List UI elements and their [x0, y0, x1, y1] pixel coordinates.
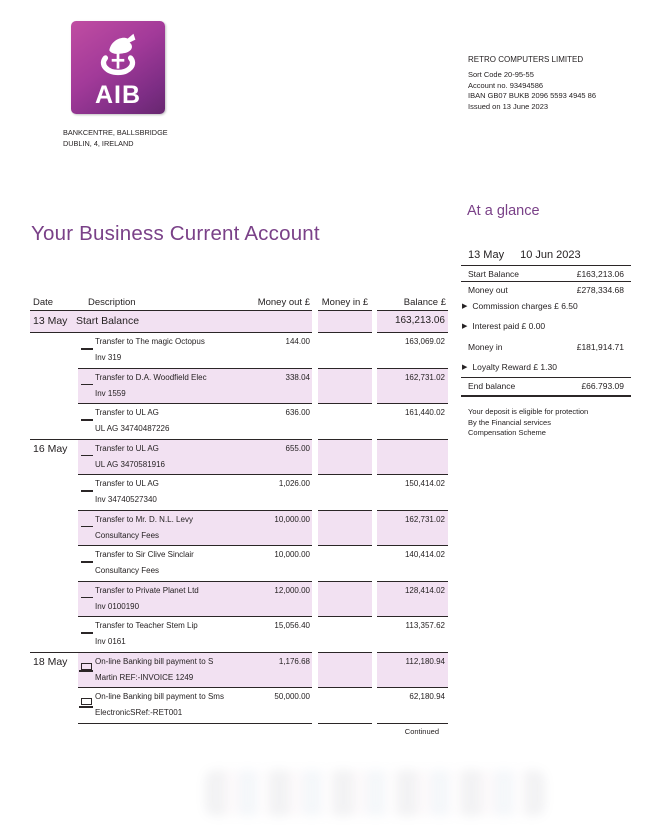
transfer-icon: [81, 597, 93, 599]
account-holder-name: RETRO COMPUTERS LIMITED: [468, 55, 584, 64]
column-header-money-out: Money out £: [257, 297, 310, 308]
transaction-main-cell: [78, 404, 312, 440]
transaction-description: Transfer to UL AG: [95, 479, 159, 488]
triangle-bullet-icon: ▶: [462, 322, 468, 330]
start-balance-value: £163,213.06: [576, 269, 624, 279]
transaction-description: Transfer to The magic Octopus: [95, 337, 205, 346]
online-banking-icon: [81, 698, 92, 705]
transaction-money-in-cell: [318, 582, 372, 618]
transaction-balance: [377, 440, 448, 476]
transaction-reference: Inv 1559: [95, 388, 126, 398]
money-in-value: £181,914.71: [576, 342, 624, 352]
start-balance-amount: 163,213.06: [377, 311, 448, 333]
transaction-money-in-cell: [318, 369, 372, 405]
transaction-date-cell: [30, 546, 78, 582]
transaction-balance: 140,414.02: [377, 546, 448, 582]
transaction-row: [30, 617, 448, 653]
table-header-row: [30, 296, 448, 311]
transaction-reference: UL AG 3470581916: [95, 459, 165, 469]
transfer-icon: [81, 419, 93, 421]
account-holder-details: [468, 70, 596, 112]
transaction-main-cell: [78, 475, 312, 511]
transaction-description: Transfer to UL AG: [95, 408, 159, 417]
issued-date: Issued on 13 June 2023: [468, 101, 549, 111]
column-header-date: Date: [33, 297, 54, 308]
transaction-date-cell: [30, 475, 78, 511]
transaction-balance: 62,180.94: [377, 688, 448, 724]
transfer-icon: [81, 561, 93, 563]
period-end: 10 Jun 2023: [520, 249, 581, 261]
transaction-row: [30, 582, 448, 618]
end-balance-label: End balance: [468, 381, 516, 391]
start-balance-label: Start Balance: [468, 269, 520, 279]
aib-bird-icon: [88, 28, 148, 86]
transaction-main-cell: [78, 653, 312, 689]
table-header-main: [30, 296, 312, 311]
transaction-main-cell: [78, 369, 312, 405]
start-balance-row: [30, 311, 448, 333]
transaction-description: Transfer to Teacher Stem Lip: [95, 621, 198, 630]
transaction-reference: Inv 0100190: [95, 601, 140, 611]
triangle-bullet-icon: ▶: [462, 302, 468, 310]
transaction-money-out: 50,000.00: [274, 692, 310, 701]
online-banking-icon: [81, 663, 92, 670]
commission-charges-row: [461, 301, 631, 311]
watermark: [205, 770, 545, 816]
start-balance-main-cell: [30, 311, 312, 333]
end-balance-value: £66.793.09: [581, 381, 624, 391]
bank-address-line2: DUBLIN, 4, IRELAND: [63, 139, 134, 148]
transaction-money-in-cell: [318, 511, 372, 547]
transaction-money-in-cell: [318, 475, 372, 511]
transaction-date-cell: [30, 404, 78, 440]
money-in-label: Money in: [468, 342, 503, 352]
transfer-icon: [81, 490, 93, 492]
aib-logo-text: AIB: [94, 81, 142, 109]
transaction-main-cell: [78, 333, 312, 369]
interest-paid-label: Interest paid £ 0.00: [472, 321, 546, 331]
transaction-money-out: 1,176.68: [278, 656, 310, 666]
transaction-description: Transfer to Private Planet Ltd: [95, 585, 199, 595]
transaction-reference: UL AG 34740487226: [95, 424, 170, 433]
transaction-balance: 112,180.94: [377, 653, 448, 689]
transaction-money-out: 1,026.00: [278, 479, 310, 488]
transfer-icon: [81, 632, 93, 634]
transaction-row: [30, 369, 448, 405]
transaction-money-out: 338.04: [285, 372, 310, 382]
transaction-date-cell: 16 May: [33, 442, 68, 455]
page-title: Your Business Current Account: [31, 222, 320, 245]
glance-end-balance-row: [461, 377, 631, 397]
transaction-date-cell: [30, 511, 78, 547]
transaction-money-in-cell: [318, 546, 372, 582]
column-header-money-in: Money in £: [318, 296, 372, 311]
loyalty-reward-row: [461, 362, 631, 377]
transaction-reference: ElectronicSRef:-RET001: [95, 708, 183, 717]
transaction-money-in-cell: [318, 404, 372, 440]
transaction-money-in-cell: [318, 440, 372, 476]
transaction-row: [30, 653, 448, 689]
transaction-date-cell: [30, 582, 78, 618]
transaction-description: Transfer to Sir Clive Sinclair: [95, 550, 194, 559]
glance-money-out-row: [461, 282, 631, 297]
iban: IBAN GB07 BUKB 2096 5593 4945 86: [468, 91, 597, 100]
transaction-reference: Inv 34740527340: [95, 495, 157, 504]
money-out-label: Money out: [468, 285, 508, 295]
protection-note-line3: Compensation Scheme: [468, 428, 546, 437]
transaction-balance: 162,731.02: [377, 511, 448, 547]
protection-note-line2: By the Financial services: [468, 417, 551, 427]
account-number: Account no. 93494586: [468, 80, 544, 90]
transaction-money-out: 655.00: [285, 443, 310, 453]
transaction-reference: Consultancy Fees: [95, 530, 160, 540]
transactions-table: [30, 296, 448, 736]
column-header-description: Description: [88, 297, 136, 308]
bank-address-line1: BANKCENTRE, BALLSBRIDGE: [63, 128, 168, 137]
transaction-reference: Consultancy Fees: [95, 566, 160, 575]
transaction-reference: Martin REF:-INVOICE 1249: [95, 672, 194, 682]
transaction-row: [30, 440, 448, 476]
transaction-row: [30, 404, 448, 440]
money-out-value: £278,334.68: [576, 285, 624, 295]
transaction-row: [30, 546, 448, 582]
continued-label: Continued: [404, 726, 439, 736]
column-header-balance: Balance £: [377, 296, 448, 311]
transfer-icon: [81, 526, 93, 528]
transaction-money-in-cell: [318, 617, 372, 653]
transaction-rows: [30, 333, 448, 724]
transaction-main-cell: [78, 688, 312, 724]
sort-code: Sort Code 20-95-55: [468, 70, 534, 79]
transaction-row: [30, 475, 448, 511]
transaction-reference: Inv 0161: [95, 637, 126, 646]
transaction-main-cell: [78, 617, 312, 653]
transaction-date-cell: [30, 617, 78, 653]
transaction-main-cell: [78, 440, 312, 476]
interest-paid-row: [461, 321, 631, 331]
transaction-row: [30, 333, 448, 369]
transaction-description: On-line Banking bill payment to S: [95, 656, 214, 666]
aib-logo: [71, 21, 165, 114]
triangle-bullet-icon: ▶: [462, 363, 468, 371]
transaction-row: [30, 688, 448, 724]
transaction-date-cell: 18 May: [33, 655, 68, 668]
at-a-glance-title: At a glance: [467, 203, 540, 219]
glance-money-in-row: [461, 339, 631, 354]
transaction-main-cell: [78, 582, 312, 618]
loyalty-reward-label: Loyalty Reward £ 1.30: [472, 362, 557, 372]
transaction-date-cell: [30, 369, 78, 405]
transaction-date-cell: [30, 333, 78, 369]
start-balance-date: 13 May: [33, 315, 68, 327]
statement-period: [461, 249, 631, 266]
transaction-balance: 150,414.02: [377, 475, 448, 511]
transaction-money-out: 636.00: [285, 408, 310, 417]
transfer-icon: [81, 348, 93, 350]
transaction-money-out: 144.00: [285, 337, 310, 346]
transaction-balance: 163,069.02: [377, 333, 448, 369]
start-balance-money-in-cell: [318, 311, 372, 333]
transaction-main-cell: [78, 546, 312, 582]
transaction-main-cell: [78, 511, 312, 547]
transaction-balance: 113,357.62: [377, 617, 448, 653]
transaction-description: Transfer to Mr. D. N.L. Levy: [95, 514, 193, 524]
transaction-money-in-cell: [318, 333, 372, 369]
transaction-money-in-cell: [318, 653, 372, 689]
deposit-protection-note: [468, 407, 588, 439]
transaction-money-out: 12,000.00: [274, 585, 310, 595]
transaction-description: On-line Banking bill payment to Sms: [95, 692, 224, 701]
transaction-balance: 162,731.02: [377, 369, 448, 405]
period-start: 13 May: [468, 249, 505, 261]
transaction-money-in-cell: [318, 688, 372, 724]
bank-address: [63, 127, 168, 149]
transaction-description: Transfer to UL AG: [95, 443, 159, 453]
transaction-row: [30, 511, 448, 547]
at-a-glance-panel: [461, 249, 631, 397]
protection-note-line1: Your deposit is eligible for protection: [468, 407, 589, 416]
glance-start-balance-row: [461, 266, 631, 282]
transaction-reference: Inv 319: [95, 353, 122, 362]
start-balance-text: Start Balance: [76, 315, 140, 327]
transaction-balance: 128,414.02: [377, 582, 448, 618]
commission-charges-label: Commission charges £ 6.50: [472, 301, 578, 311]
transaction-date-cell: [30, 688, 78, 724]
transaction-description: Transfer to D.A. Woodfield Elec: [95, 372, 207, 382]
transaction-balance: 161,440.02: [377, 404, 448, 440]
transaction-money-out: 15,056.40: [274, 621, 310, 630]
transaction-money-out: 10,000.00: [274, 550, 310, 559]
transfer-icon: [81, 384, 93, 386]
transfer-icon: [81, 455, 93, 457]
transaction-money-out: 10,000.00: [274, 514, 310, 524]
